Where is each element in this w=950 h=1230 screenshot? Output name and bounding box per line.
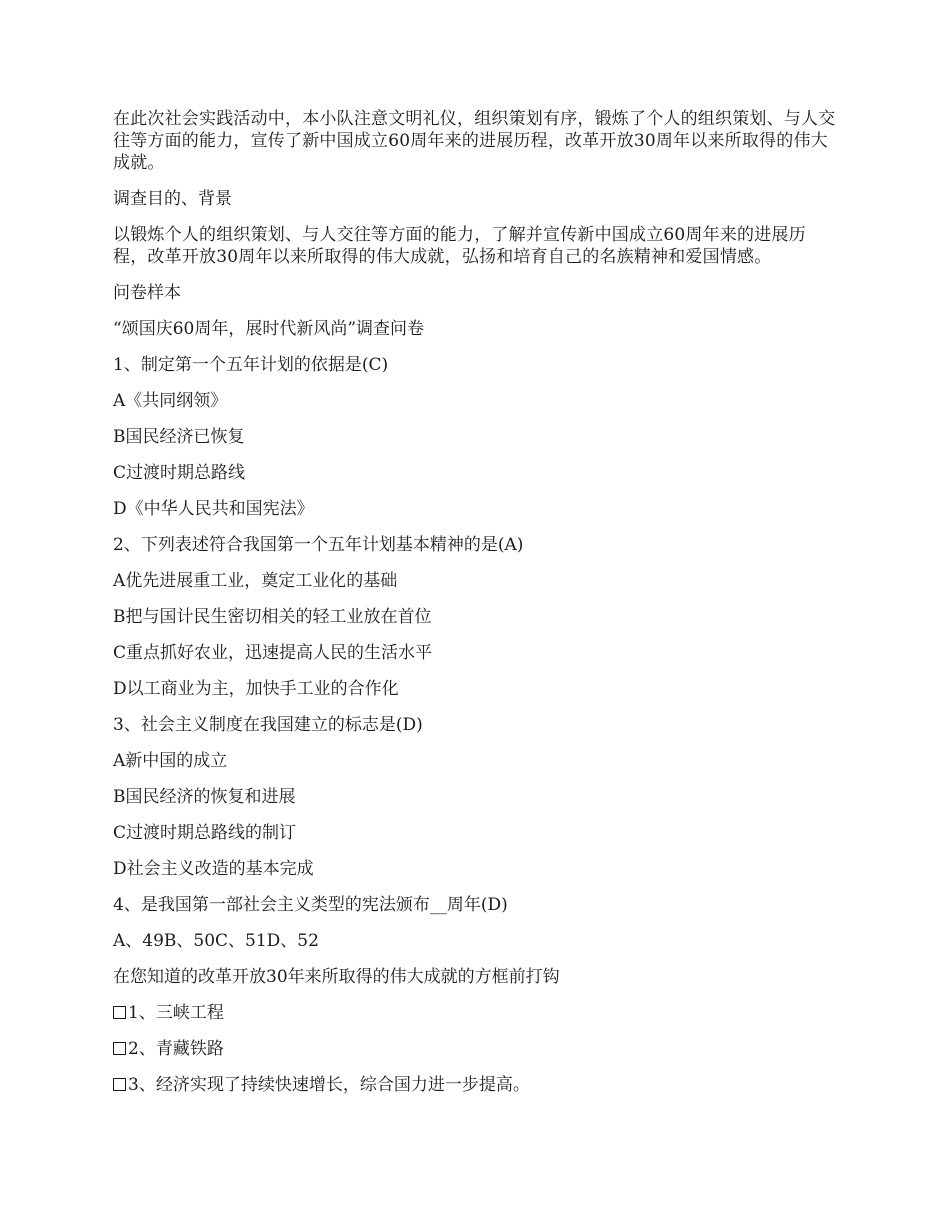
question-3: 3、社会主义制度在我国建立的标志是(D) <box>113 715 423 735</box>
checkbox-item <box>113 1074 838 1096</box>
question-1-option-d: D《中华人民共和国宪法》 <box>113 499 314 519</box>
question-2-option-d: D以工商业为主，加快手工业的合作化 <box>113 679 399 699</box>
question-2-option-a: A优先进展重工业，奠定工业化的基础 <box>113 571 398 591</box>
checkbox-item-label: 3、经济实现了持续快速增长，综合国力进一步提高。 <box>128 1075 530 1095</box>
checkbox-square[interactable] <box>113 1006 126 1019</box>
question-1-option-b: B国民经济已恢复 <box>113 427 245 447</box>
question-1-option-c: C过渡时期总路线 <box>113 463 246 483</box>
document-page <box>113 108 838 1110</box>
question-2-option-c: C重点抓好农业，迅速提高人民的生活水平 <box>113 643 433 663</box>
checkbox-item-label: 2、青藏铁路 <box>128 1039 224 1059</box>
sample-heading: 问卷样本 <box>113 283 181 303</box>
question-4: 4、是我国第一部社会主义类型的宪法颁布__周年(D) <box>113 895 508 915</box>
purpose-paragraph: 以锻炼个人的组织策划、与人交往等方面的能力，了解并宣传新中国成立60周年来的进展历程，改革开放30周年以来所取得的伟大成就，弘扬和培育自己的名族精神和爱国情感。 <box>113 225 806 267</box>
checkbox-square[interactable] <box>113 1042 126 1055</box>
checkbox-square[interactable] <box>113 1078 126 1091</box>
checkbox-item <box>113 1002 838 1024</box>
checkbox-prompt: 在您知道的改革开放30年来所取得的伟大成就的方框前打钩 <box>113 967 560 987</box>
intro-paragraph: 在此次社会实践活动中，本小队注意文明礼仪，组织策划有序，锻炼了个人的组织策划、与人交往等方面的能力，宣传了新中国成立60周年来的进展历程，改革开放30周年以来所取得的伟大成就。 <box>113 109 836 173</box>
question-2: 2、下列表述符合我国第一个五年计划基本精神的是(A) <box>113 535 524 555</box>
question-3-option-b: B国民经济的恢复和进展 <box>113 787 296 807</box>
question-3-option-d: D社会主义改造的基本完成 <box>113 859 314 879</box>
checkbox-item <box>113 1038 838 1060</box>
question-1: 1、制定第一个五年计划的依据是(C) <box>113 355 389 375</box>
checkbox-item-label: 1、三峡工程 <box>128 1003 224 1023</box>
question-2-option-b: B把与国计民生密切相关的轻工业放在首位 <box>113 607 432 627</box>
purpose-heading: 调查目的、背景 <box>113 189 232 209</box>
question-1-option-a: A《共同纲领》 <box>113 391 228 411</box>
question-3-option-a: A新中国的成立 <box>113 751 228 771</box>
question-3-option-c: C过渡时期总路线的制订 <box>113 823 297 843</box>
question-4-options: A、49B、50C、51D、52 <box>113 931 319 951</box>
survey-title: “颂国庆60周年，展时代新风尚”调查问卷 <box>113 319 425 339</box>
